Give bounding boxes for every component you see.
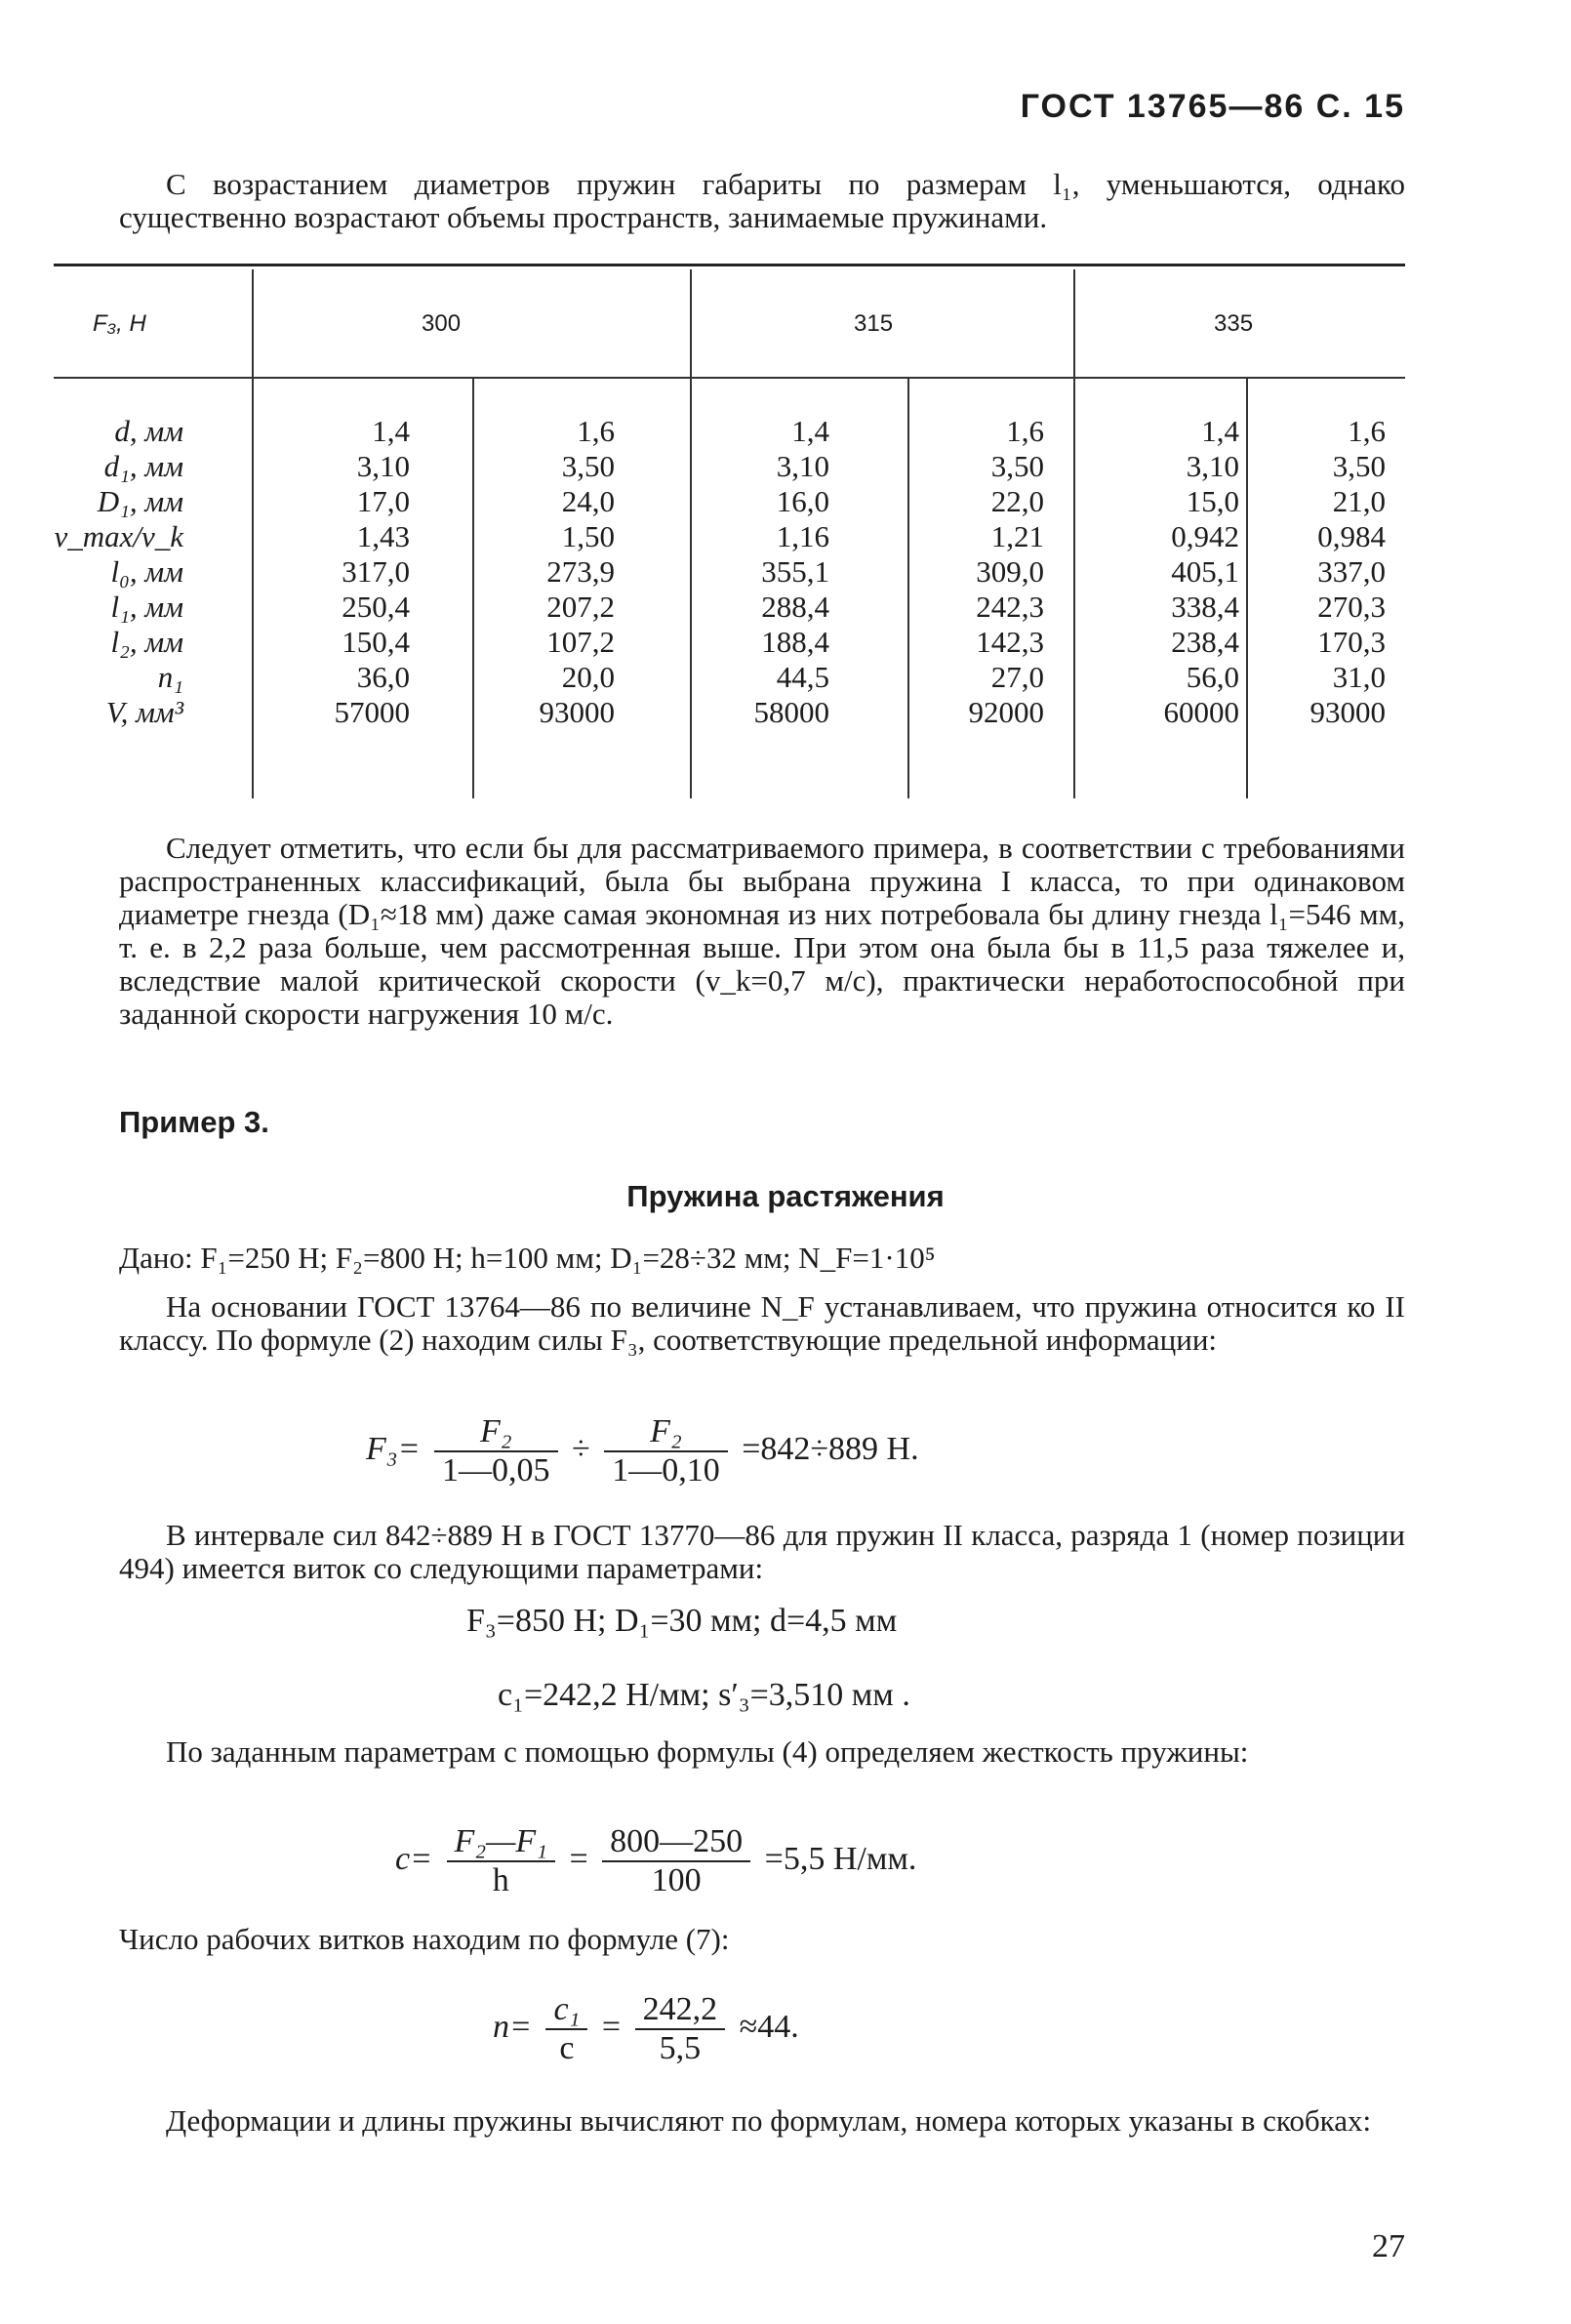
row-label: D₁, мм	[97, 484, 183, 518]
params-line-2: c₁=242,2 Н/мм; s′₃=3,510 мм .	[498, 1677, 910, 1713]
table-cell: 1,16	[776, 519, 829, 553]
table-cell: 338,4	[1171, 590, 1239, 624]
table-vline	[690, 379, 692, 798]
table-vline	[472, 379, 474, 798]
table-vline	[1073, 379, 1075, 798]
page-number: 27	[1372, 2228, 1405, 2264]
table-row-labels	[27, 414, 183, 730]
table-vline	[1073, 269, 1075, 377]
table-cell: 44,5	[776, 660, 829, 694]
formula-stiffness	[395, 1823, 916, 1899]
numerator: F₂	[480, 1413, 512, 1449]
table-group-header: 315	[854, 310, 894, 337]
table-cell: 15,0	[1186, 484, 1239, 518]
row-label: l₁, мм	[110, 590, 183, 624]
table-cell: 337,0	[1317, 554, 1386, 589]
table-cell: 57000	[334, 695, 410, 729]
table-cell: 3,50	[561, 449, 615, 483]
table-cell: 288,4	[761, 590, 829, 624]
row-label: l₂, мм	[110, 625, 183, 659]
table-cell: 24,0	[561, 484, 615, 518]
table-cell: 1,4	[372, 414, 410, 448]
table-cell: 20,0	[561, 660, 615, 694]
numerator: 242,2	[642, 1991, 718, 2027]
numerator: F₂	[650, 1413, 682, 1449]
table-cell: 3,10	[776, 449, 829, 483]
table-cell: 1,21	[990, 519, 1044, 553]
table-cell: 242,3	[976, 590, 1044, 624]
table-cell: 93000	[539, 695, 615, 729]
section-subtitle: Пружина растяжения	[626, 1179, 945, 1213]
table-vline	[907, 379, 909, 798]
row-label: d₁, мм	[103, 449, 183, 483]
denominator: 5,5	[659, 2030, 702, 2066]
table-group-header: 300	[422, 310, 462, 337]
table-cell: 309,0	[976, 554, 1044, 589]
denominator: h	[492, 1862, 509, 1898]
table-cell: 16,0	[776, 484, 829, 518]
fraction	[545, 1991, 587, 2067]
table-column	[488, 414, 615, 730]
table-column	[1093, 414, 1239, 730]
numerator: 800—250	[610, 1823, 744, 1859]
table-cell: 92000	[968, 695, 1044, 729]
table-cell: 56,0	[1186, 660, 1239, 694]
table-cell: 1,43	[356, 519, 410, 553]
table-group-header: 335	[1214, 310, 1254, 337]
table-vline	[690, 269, 692, 377]
row-label: d, мм	[114, 414, 183, 448]
table-cell: 1,4	[1201, 414, 1239, 448]
denominator: 100	[651, 1862, 702, 1898]
table-param-header: F₃, Н	[93, 310, 146, 337]
table-vline	[252, 269, 254, 377]
table-cell: 3,50	[990, 449, 1044, 483]
table-column	[293, 414, 410, 730]
paragraph-4: Число рабочих витков находим по формуле (7):	[119, 1922, 730, 1956]
table-cell: 21,0	[1332, 484, 1386, 518]
formula-result: =5,5 Н/мм.	[764, 1840, 917, 1877]
table-cell: 3,10	[1186, 449, 1239, 483]
table-cell: 93000	[1309, 695, 1386, 729]
formula-lhs: n=	[493, 2008, 532, 2045]
paragraph-5: Деформации и длины пружины вычисляют по формулам, номера которых указаны в скобках:	[166, 2103, 1372, 2138]
note-paragraph: Следует отметить, что если бы для рассматриваемого примера, в соответствии с требованиями распространенных классификаций, была бы выбрана пружина I класса, то при одинаковом диаметре гнезда (D₁≈18 мм) даже самая экономная из них потребовала бы длину гнезда l₁=546 мм, т. е. в 2,2 раза больше, чем рассмотренная выше. При этом она была бы в 11,5 раза тяжелее и, вследствие малой критической скорости (v_k=0,7 м/с), практически неработоспособной при заданной скорости нагружения 10 м/с.	[119, 831, 1405, 1031]
table-cell: 27,0	[990, 660, 1044, 694]
paragraph-3: По заданным параметрам с помощью формулы (4) определяем жесткость пружины:	[166, 1734, 1249, 1769]
table-vline	[252, 379, 254, 798]
numerator: c₁	[553, 1991, 581, 2027]
row-label: l₀, мм	[110, 554, 183, 589]
example-heading: Пример 3.	[119, 1105, 269, 1139]
formula-result: ≈44.	[739, 2008, 799, 2045]
table-top-rule	[54, 264, 1405, 266]
formula-result: =842÷889 Н.	[742, 1430, 919, 1467]
row-label: v_max/v_k	[54, 519, 183, 553]
table-cell: 405,1	[1171, 554, 1239, 589]
params-line-1: F₃=850 Н; D₁=30 мм; d=4,5 мм	[466, 1603, 898, 1639]
table-column	[917, 414, 1044, 730]
formula-operator: =	[569, 1840, 588, 1877]
table-cell: 188,4	[761, 625, 829, 659]
fraction	[635, 1991, 726, 2067]
row-label: V, мм³	[105, 695, 183, 729]
paragraph-2: В интервале сил 842÷889 Н в ГОСТ 13770—86 для пружин II класса, разряда 1 (номер позиции 494) имеется виток со следующими параметрами:	[119, 1518, 1405, 1585]
formula-operator: ÷	[572, 1430, 590, 1467]
denominator: 1—0,05	[442, 1452, 550, 1488]
denominator: c	[559, 2030, 575, 2066]
table-cell: 3,50	[1332, 449, 1386, 483]
table-header-rule	[54, 377, 1405, 379]
table-cell: 355,1	[761, 554, 829, 589]
table-cell: 207,2	[546, 590, 615, 624]
table-cell: 238,4	[1171, 625, 1239, 659]
formula-operator: =	[601, 2008, 622, 2045]
table-cell: 31,0	[1332, 660, 1386, 694]
table-cell: 1,6	[577, 414, 615, 448]
fraction	[434, 1413, 558, 1489]
given-line: Дано: F₁=250 Н; F₂=800 Н; h=100 мм; D₁=28÷32 мм; N_F=1·10⁵	[119, 1241, 936, 1275]
table-cell: 150,4	[342, 625, 410, 659]
table-cell: 36,0	[356, 660, 410, 694]
table-cell: 1,6	[1006, 414, 1044, 448]
denominator: 1—0,10	[612, 1452, 720, 1488]
table-cell: 142,3	[976, 625, 1044, 659]
intro-paragraph: С возрастанием диаметров пружин габариты по размерам l₁, уменьшаются, однако существенно возрастают объемы пространств, занимаемые пружинами.	[119, 167, 1405, 234]
fraction	[604, 1413, 728, 1489]
table-cell: 0,942	[1171, 519, 1239, 553]
numerator: F₂—F₁	[454, 1823, 547, 1859]
table-cell: 1,6	[1348, 414, 1386, 448]
formula-f3	[366, 1413, 919, 1489]
table-cell: 270,3	[1317, 590, 1386, 624]
fraction	[602, 1823, 750, 1899]
row-label: n₁	[157, 660, 183, 694]
table-cell: 1,50	[561, 519, 615, 553]
table-cell: 0,984	[1317, 519, 1386, 553]
formula-lhs: F₃=	[366, 1430, 421, 1467]
fraction	[447, 1823, 555, 1899]
table-cell: 170,3	[1317, 625, 1386, 659]
table-cell: 17,0	[356, 484, 410, 518]
table-cell: 273,9	[546, 554, 615, 589]
table-cell: 58000	[753, 695, 829, 729]
table-cell: 107,2	[546, 625, 615, 659]
formula-coils	[493, 1991, 799, 2067]
table-cell: 1,4	[791, 414, 829, 448]
formula-lhs: c=	[395, 1840, 433, 1877]
table-vline	[1246, 379, 1248, 798]
table-column	[1259, 414, 1386, 730]
page-header: ГОСТ 13765—86 С. 15	[1020, 88, 1405, 125]
table-cell: 60000	[1163, 695, 1239, 729]
table-cell: 22,0	[990, 484, 1044, 518]
table-column	[712, 414, 829, 730]
paragraph-1: На основании ГОСТ 13764—86 по величине N_F устанавливаем, что пружина относится ко II классу. По формуле (2) находим силы F₃, соответствующие предельной информации:	[119, 1289, 1405, 1357]
table-cell: 250,4	[342, 590, 410, 624]
table-cell: 317,0	[342, 554, 410, 589]
table-cell: 3,10	[356, 449, 410, 483]
